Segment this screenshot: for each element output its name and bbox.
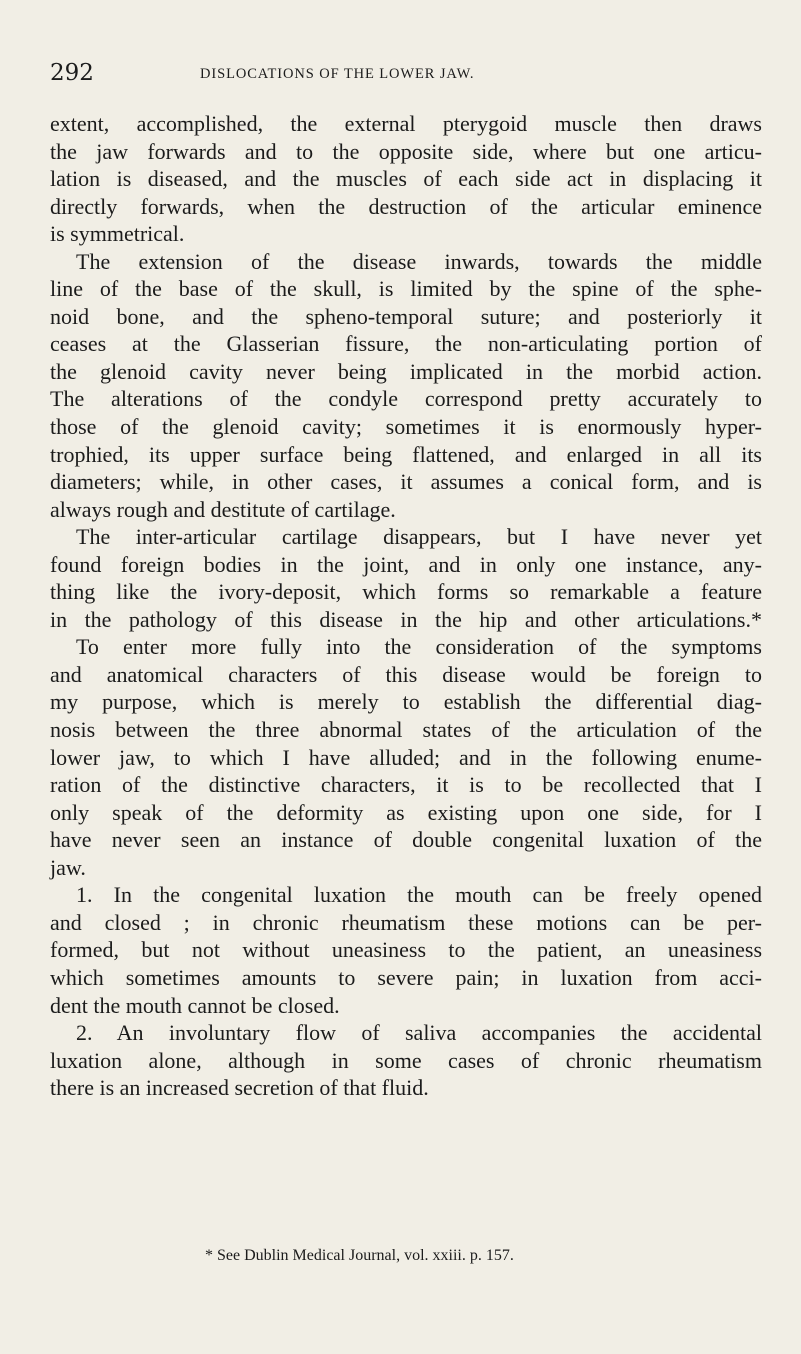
text-line: there is an increased secretion of that fluid. <box>50 1075 429 1101</box>
text-line: noid bone, and the spheno-temporal suture; and posteriorly it <box>50 303 762 329</box>
text-line: diameters; while, in other cases, it assumes a conical form, and is <box>50 469 762 495</box>
text-line: trophied, its upper surface being flattened, and enlarged in all its <box>50 441 762 467</box>
text-line: nosis between the three abnormal states of the articulation of the <box>50 717 762 743</box>
text-line: directly forwards, when the destruction of the articular eminence <box>50 193 762 219</box>
text-line: extent, accomplished, the external pterygoid muscle then draws <box>50 111 762 136</box>
text-line: luxation alone, although in some cases of chronic rheumatism <box>50 1047 762 1073</box>
text-line: only speak of the deformity as existing upon one side, for I <box>50 799 762 825</box>
text-line: The alterations of the condyle correspond pretty accurately to <box>50 386 762 412</box>
text-line: always rough and destitute of cartilage. <box>50 496 396 522</box>
text-line: is symmetrical. <box>50 221 185 247</box>
text-line: found foreign bodies in the joint, and in only one instance, any- <box>50 551 762 577</box>
text-line: 1. In the congenital luxation the mouth can be freely opened <box>76 882 762 908</box>
page-number: 292 <box>50 60 94 86</box>
text-line: lower jaw, to which I have alluded; and in the following enume- <box>50 744 762 770</box>
text-line: formed, but not without uneasiness to the patient, an uneasiness <box>50 937 762 963</box>
text-line: the jaw forwards and to the opposite side, where but one articu- <box>50 138 762 164</box>
text-line: and closed ; in chronic rheumatism these motions can be per- <box>50 909 762 935</box>
text-line: The extension of the disease inwards, towards the middle <box>76 248 762 274</box>
text-line: ceases at the Glasserian fissure, the non-articulating portion of <box>50 331 762 357</box>
text-line: 2. An involuntary flow of saliva accompanies the accidental <box>76 1020 762 1046</box>
text-line: in the pathology of this disease in the hip and other articulations.* <box>50 606 762 632</box>
text-line: my purpose, which is merely to establish the differential diag- <box>50 689 762 715</box>
text-line: thing like the ivory-deposit, which forms so remarkable a feature <box>50 579 762 605</box>
body-text <box>50 110 762 1102</box>
text-line: the glenoid cavity never being implicated in the morbid action. <box>50 358 762 384</box>
text-line: those of the glenoid cavity; sometimes it is enormously hyper- <box>50 414 762 440</box>
text-line: dent the mouth cannot be closed. <box>50 992 340 1018</box>
text-line: jaw. <box>50 854 86 880</box>
footnote: * See Dublin Medical Journal, vol. xxiii. p. 157. <box>205 1247 514 1264</box>
text-line: have never seen an instance of double congenital luxation of the <box>50 827 762 853</box>
page-header <box>50 60 750 86</box>
text-line: line of the base of the skull, is limited by the spine of the sphe- <box>50 276 762 302</box>
text-line: which sometimes amounts to severe pain; in luxation from acci- <box>50 964 762 990</box>
text-line: lation is diseased, and the muscles of each side act in displacing it <box>50 166 762 192</box>
text-line: and anatomical characters of this disease would be foreign to <box>50 661 762 687</box>
text-line: ration of the distinctive characters, it is to be recollected that I <box>50 772 762 798</box>
running-title: DISLOCATIONS OF THE LOWER JAW. <box>200 66 475 82</box>
text-line: The inter-articular cartilage disappears, but I have never yet <box>76 524 762 550</box>
text-line: To enter more fully into the consideration of the symptoms <box>76 634 762 660</box>
